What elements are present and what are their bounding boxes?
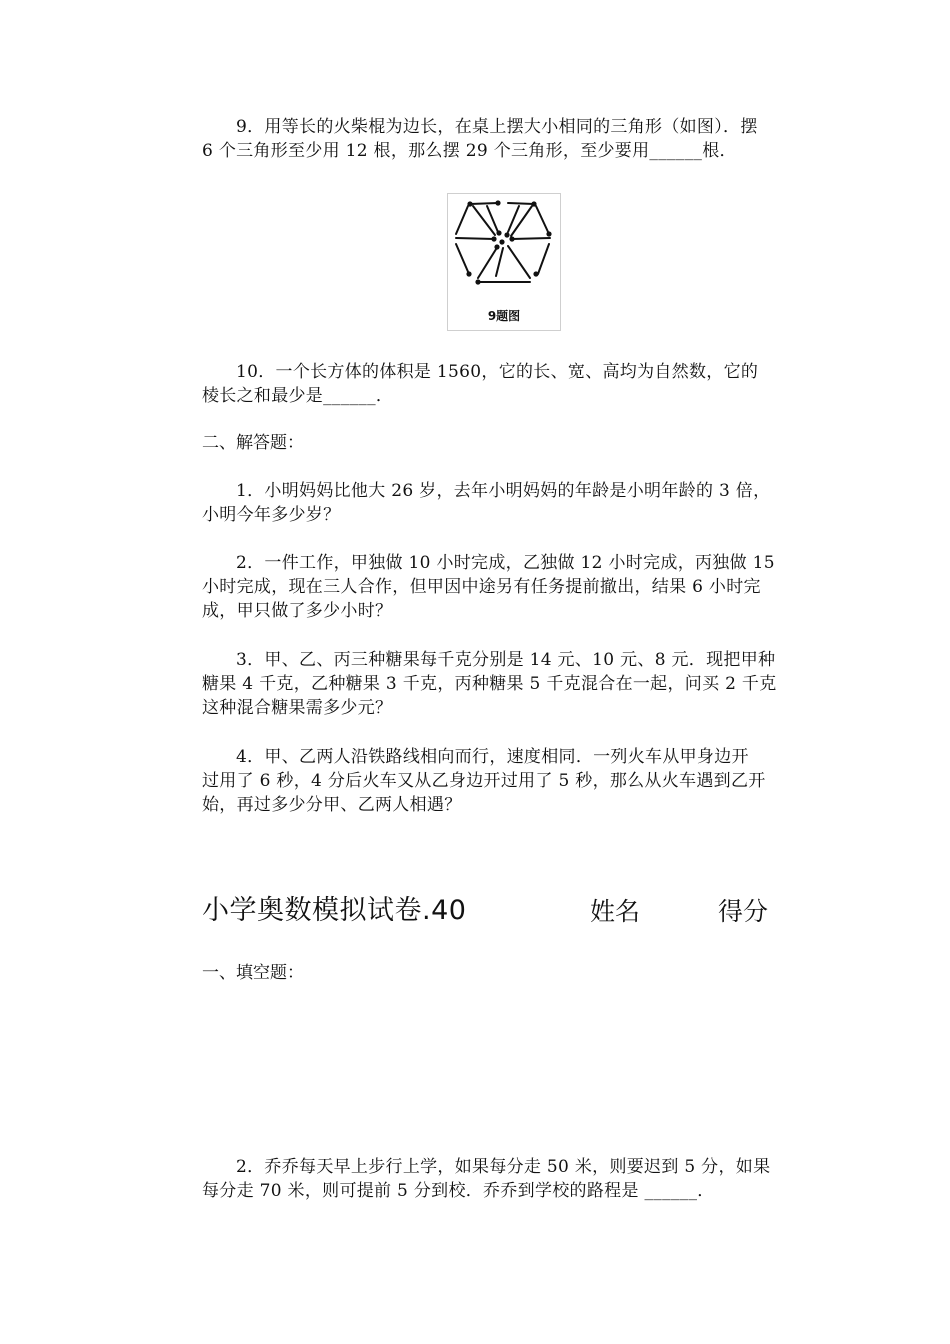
score-label: 得分 — [718, 897, 769, 926]
problem-1-line-1: 1．小明妈妈比他大 26 岁，去年小明妈妈的年龄是小明年龄的 3 倍， — [236, 481, 771, 501]
question-9-line-2: 6 个三角形至少用 12 根，那么摆 29 个三角形，至少要用______根． — [202, 141, 737, 161]
exam-title: 小学奥数模拟试卷.40 — [202, 895, 467, 926]
question-2-line-2: 每分走 70 米，则可提前 5 分到校．乔乔到学校的路程是 ______． — [202, 1181, 715, 1201]
problem-4-line-2: 过用了 6 秒，4 分后火车又从乙身边开过用了 5 秒，那么从火车遇到乙开 — [202, 771, 766, 791]
matchstick-triangles-diagram — [448, 194, 560, 330]
question-2-line-1: 2．乔乔每天早上步行上学，如果每分走 50 米，则要迟到 5 分，如果 — [236, 1157, 771, 1177]
problem-1-line-2: 小明今年多少岁？ — [202, 505, 341, 525]
problem-3-line-3: 这种混合糖果需多少元？ — [202, 698, 393, 718]
problem-4-line-3: 始，再过多少分甲、乙两人相遇？ — [202, 795, 462, 815]
problem-3-line-1: 3．甲、乙、丙三种糖果每千克分别是 14 元、10 元、8 元．现把甲种 — [236, 650, 776, 670]
question-10 — [202, 360, 808, 408]
problem-2-line-2: 小时完成，现在三人合作，但甲因中途另有任务提前撤出，结果 6 小时完 — [202, 577, 761, 597]
problem-3 — [202, 648, 808, 720]
question-9-figure — [447, 193, 561, 331]
problem-2 — [202, 551, 808, 623]
exam-title-row — [202, 888, 802, 928]
question-10-line-2: 棱长之和最少是______． — [202, 386, 394, 406]
question-2 — [202, 1155, 808, 1203]
question-9 — [202, 115, 808, 163]
problem-1 — [202, 479, 808, 527]
problem-3-line-2: 糖果 4 千克，乙种糖果 3 千克，丙种糖果 5 千克混合在一起，问买 2 千克 — [202, 674, 777, 694]
problem-4 — [202, 745, 808, 817]
question-9-line-1: 9．用等长的火柴棍为边长，在桌上摆大小相同的三角形（如图）．摆 — [236, 117, 758, 137]
problem-2-line-1: 2．一件工作，甲独做 10 小时完成，乙独做 12 小时完成，丙独做 15 — [236, 553, 775, 573]
name-label: 姓名 — [590, 897, 641, 926]
section-heading-fill-in: 一、填空题： — [202, 963, 304, 983]
problem-2-line-3: 成，甲只做了多少小时？ — [202, 601, 393, 621]
question-10-line-1: 10．一个长方体的体积是 1560，它的长、宽、高均为自然数，它的 — [236, 362, 759, 382]
problem-4-line-1: 4．甲、乙两人沿铁路线相向而行，速度相同．一列火车从甲身边开 — [236, 747, 749, 767]
figure-caption: 9题图 — [487, 309, 521, 323]
section-heading-answer-questions: 二、解答题： — [202, 433, 304, 453]
